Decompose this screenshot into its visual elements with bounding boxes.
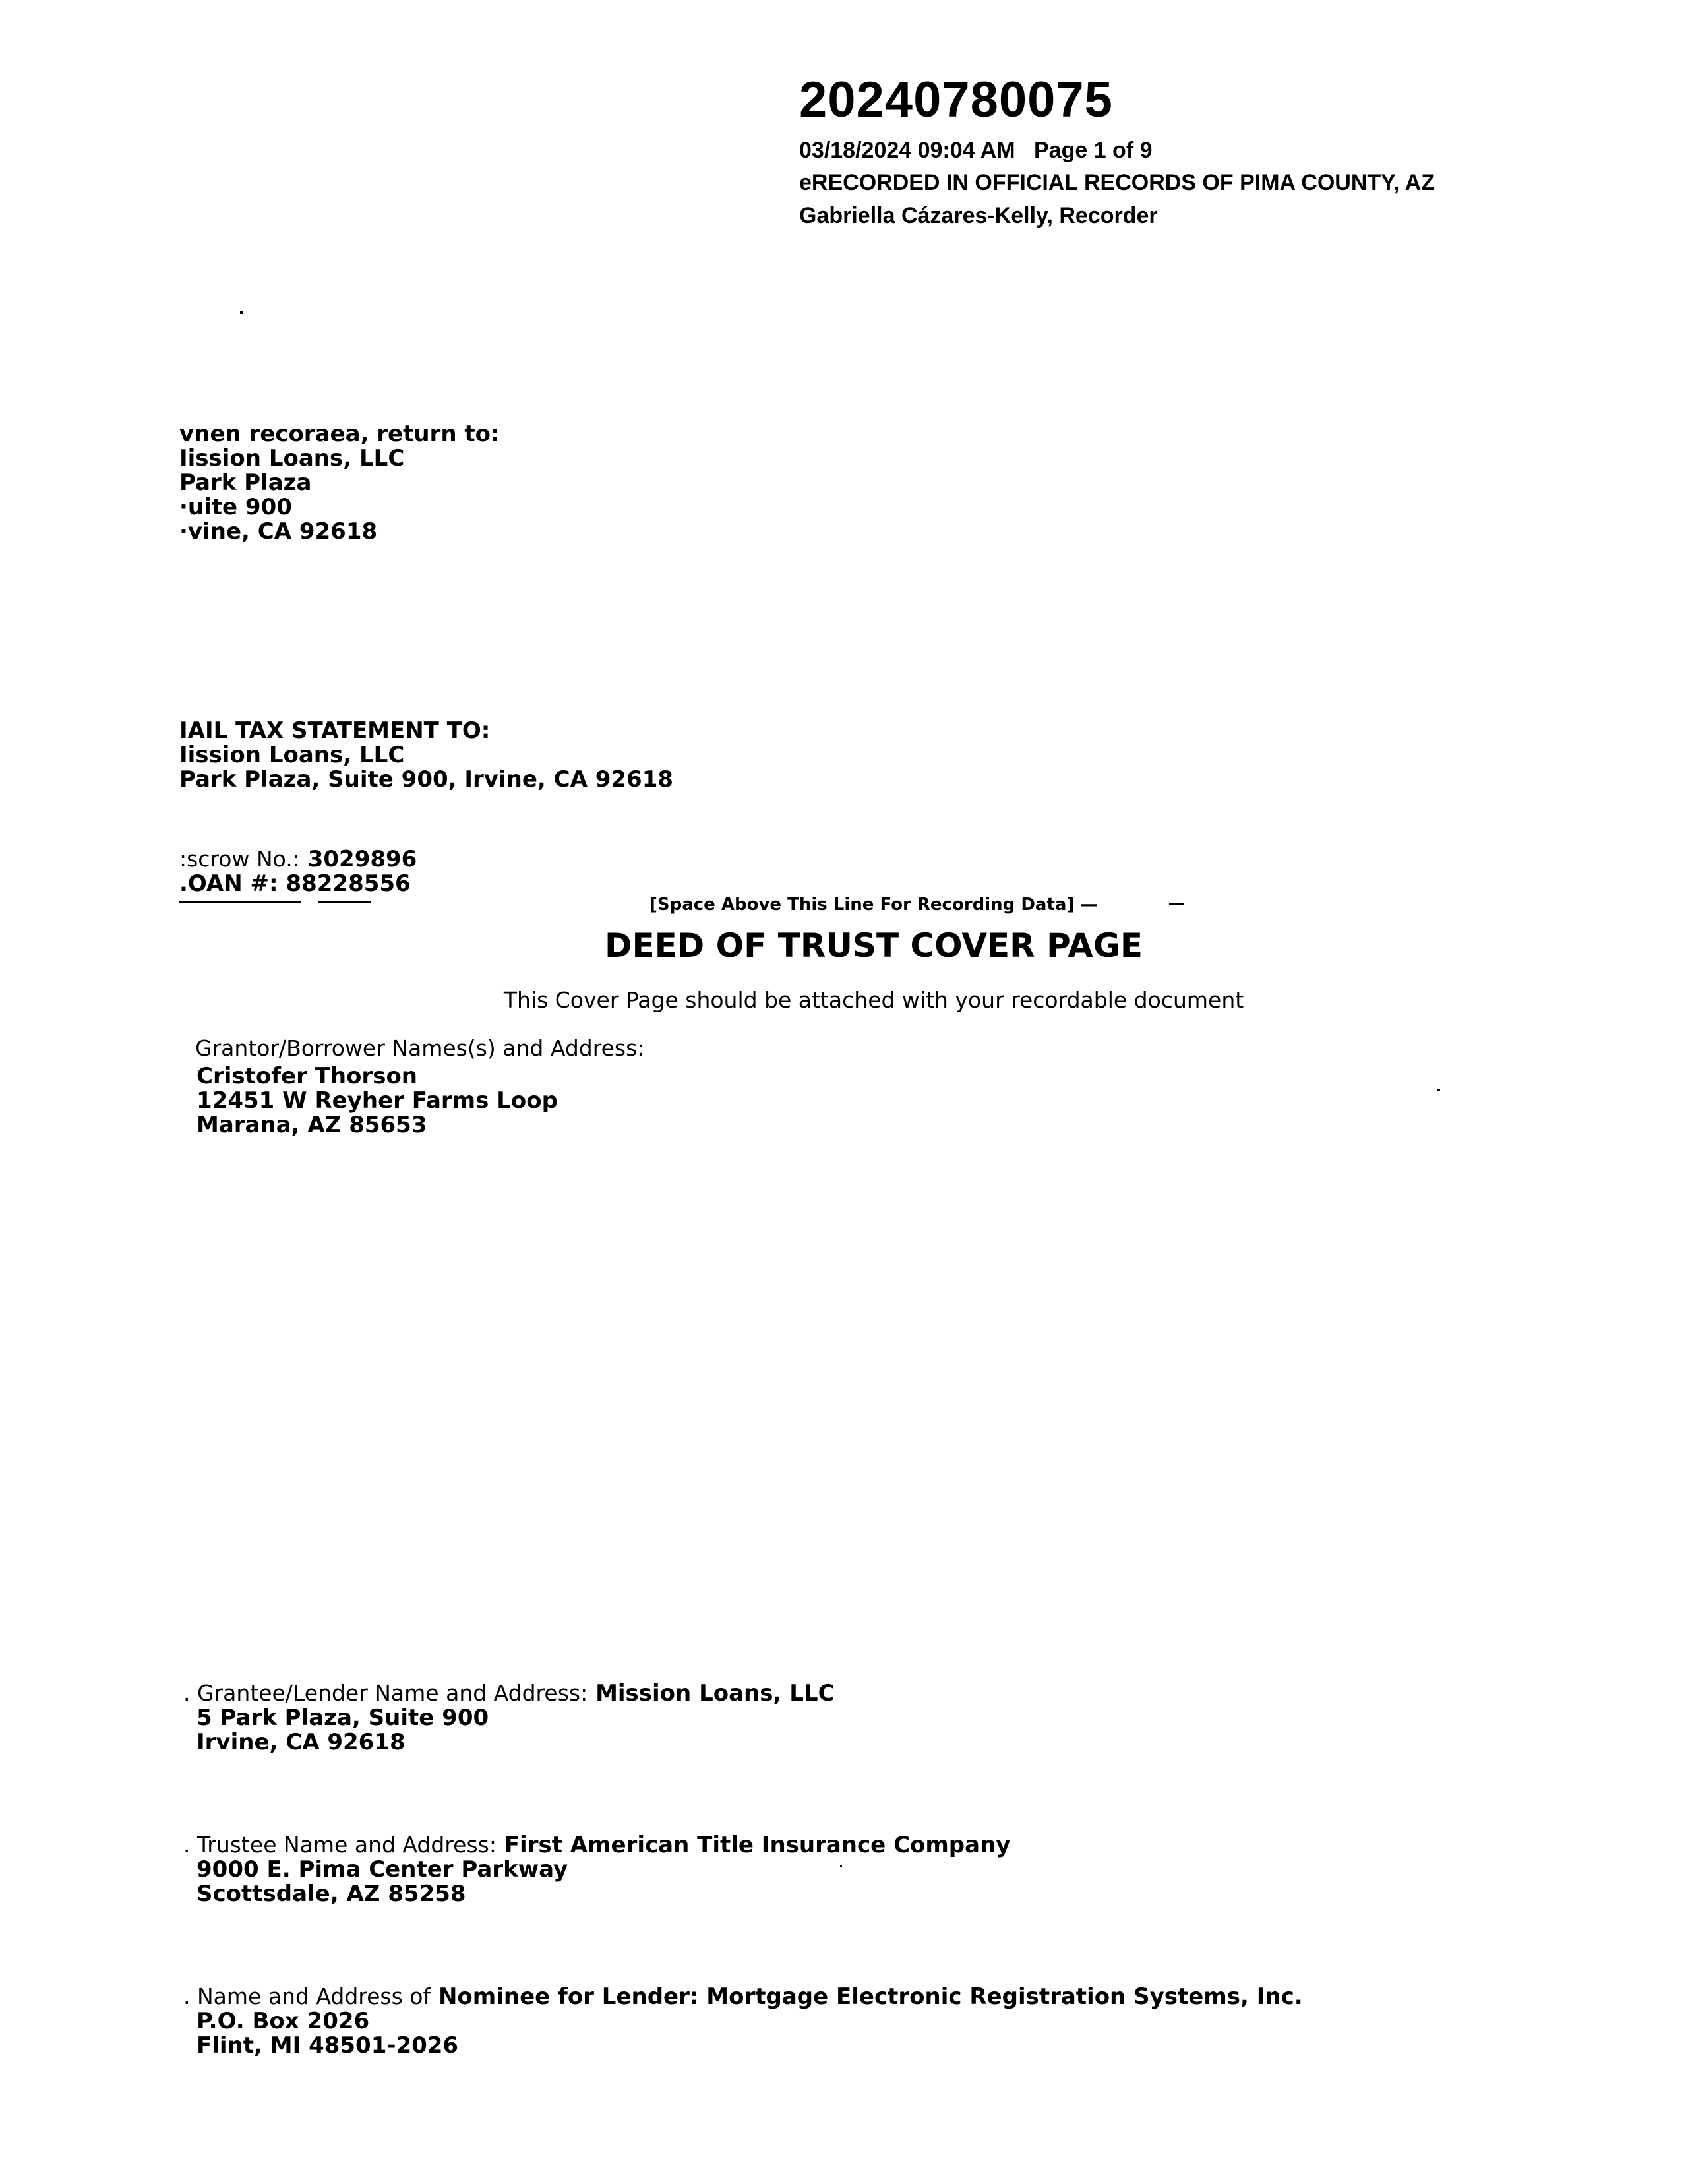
return-to-block [179, 422, 500, 544]
grantee-name: Mission Loans, LLC [595, 1680, 835, 1707]
grantor-label: Grantor/Borrower Names(s) and Address: [195, 1035, 645, 1061]
recording-datetime-line [799, 138, 1153, 164]
nominee-line: Flint, MI 48501-2026 [196, 2032, 459, 2059]
trustee-name: First American Title Insurance Company [504, 1832, 1011, 1858]
trustee-line: Scottsdale, AZ 85258 [196, 1881, 466, 1907]
page-title: DEED OF TRUST COVER PAGE [604, 926, 1143, 965]
return-to-line: Iission Loans, LLC [179, 445, 405, 471]
grantor-line: Marana, AZ 85653 [196, 1112, 427, 1138]
speck-mark [1437, 1089, 1440, 1091]
return-to-line: Park Plaza [179, 470, 312, 496]
grantee-line: Irvine, CA 92618 [196, 1729, 406, 1755]
return-to-line: ·vine, CA 92618 [179, 518, 378, 545]
return-to-line: ·uite 900 [179, 494, 292, 520]
nominee-header [183, 1984, 1303, 2009]
divider-rule [179, 901, 301, 903]
mail-tax-line: Park Plaza, Suite 900, Irvine, CA 92618 [179, 766, 674, 793]
grantee-line: 5 Park Plaza, Suite 900 [196, 1705, 489, 1731]
grantee-label: . Grantee/Lender Name and Address: [183, 1680, 588, 1706]
return-to-line: vnen recoraea, return to: [179, 421, 500, 447]
nominee-name: Nominee for Lender: Mortgage Electronic Registration Systems, Inc. [438, 1984, 1303, 2010]
trustee-block [183, 1833, 1010, 1906]
nominee-label: . Name and Address of [183, 1984, 431, 2009]
grantee-header [183, 1681, 835, 1706]
loan-value: 88228556 [286, 870, 411, 897]
nominee-block [183, 1984, 1303, 2058]
page-info: Page 1 of 9 [1033, 138, 1153, 163]
nominee-line: P.O. Box 2026 [196, 2008, 370, 2034]
divider-rule [318, 901, 371, 903]
loan-label: .OAN #: [179, 870, 278, 897]
cover-note: This Cover Page should be attached with your recordable document [503, 987, 1244, 1013]
mail-tax-line: Iission Loans, LLC [179, 742, 405, 768]
speck-mark [240, 311, 243, 314]
escrow-block [179, 847, 417, 896]
escrow-label: :scrow No.: [179, 846, 300, 872]
grantor-block [196, 1064, 558, 1138]
mail-tax-line: IAIL TAX STATEMENT TO: [179, 717, 491, 744]
speck-mark [840, 1866, 842, 1867]
escrow-number [179, 847, 417, 872]
document-number: 20240780075 [799, 72, 1113, 128]
trustee-line: 9000 E. Pima Center Parkway [196, 1856, 568, 1883]
recorder-name: Gabriella Cázares-Kelly, Recorder [799, 203, 1158, 228]
grantor-line: Cristofer Thorson [196, 1063, 418, 1089]
recording-date-time: 03/18/2024 09:04 AM [799, 138, 1015, 163]
divider-rule [1169, 903, 1184, 905]
space-above-line: [Space Above This Line For Recording Data] — [649, 895, 1098, 915]
trustee-header [183, 1833, 1010, 1858]
grantee-block [183, 1681, 835, 1755]
mail-tax-block [179, 719, 673, 792]
trustee-label: . Trustee Name and Address: [183, 1832, 497, 1858]
loan-number [179, 872, 417, 896]
escrow-value: 3029896 [307, 846, 417, 872]
recorded-in: eRECORDED IN OFFICIAL RECORDS OF PIMA COUNTY, AZ [799, 170, 1435, 195]
grantor-line: 12451 W Reyher Farms Loop [196, 1087, 558, 1114]
